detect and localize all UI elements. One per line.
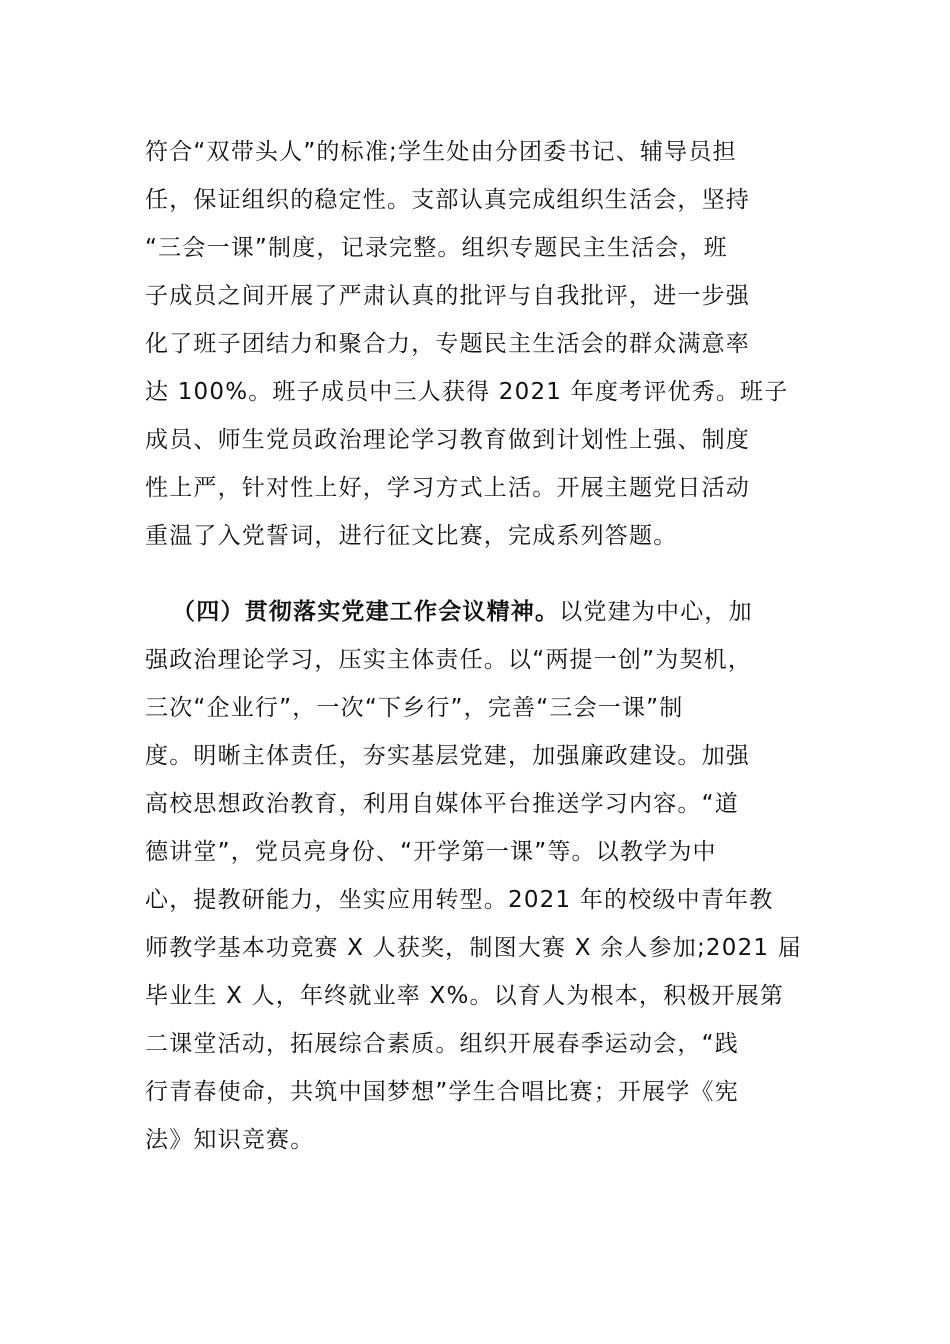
paragraph-line: 子成员之间开展了严肃认真的批评与自我批评，进一步强	[145, 283, 750, 309]
paragraph-line: 毕业生 X 人，年终就业率 X%。以育人为根本，积极开展第	[145, 983, 785, 1009]
paragraph-line: 重温了入党誓词，进行征文比赛，完成系列答题。	[145, 523, 678, 549]
paragraph-line: 师教学基本功竞赛 X 人获奖，制图大赛 X 余人参加;2021 届	[145, 935, 802, 961]
paragraph-line: 法》知识竞赛。	[145, 1127, 315, 1153]
paragraph-line: 二课堂活动，拓展综合素质。组织开展春季运动会，“践	[145, 1031, 739, 1057]
paragraph-line: 任，保证组织的稳定性。支部认真完成组织生活会，坚持	[145, 187, 750, 213]
paragraph-line: 心，提教研能力，坐实应用转型。2021 年的校级中青年教	[145, 887, 774, 913]
paragraph-line: 度。明晰主体责任，夯实基层党建，加强廉政建设。加强	[145, 743, 750, 769]
paragraph-line: 符合“双带头人”的标准;学生处由分团委书记、辅导员担	[145, 139, 737, 165]
paragraph-line: 达 100%。班子成员中三人获得 2021 年度考评优秀。班子	[145, 379, 789, 405]
paragraph-line: 行青春使命，共筑中国梦想”学生合唱比赛；开展学《宪	[145, 1079, 739, 1105]
paragraph-line: 三次“企业行”，一次“下乡行”，完善“三会一课”制	[145, 695, 684, 721]
paragraph-2	[145, 588, 815, 1164]
paragraph-line: 成员、师生党员政治理论学习教育做到计划性上强、制度	[145, 427, 750, 453]
paragraph-line: 德讲堂”，党员亮身份、“开学第一课”等。以教学为中	[145, 839, 717, 865]
section-heading-continuation: 以党建为中心，加	[559, 599, 753, 625]
paragraph-line: “三会一课”制度，记录完整。组织专题民主生活会，班	[145, 235, 728, 261]
section-heading: （四）贯彻落实党建工作会议精神。	[172, 599, 560, 625]
paragraph-first-line	[145, 588, 815, 636]
paragraph-line: 性上严，针对性上好，学习方式上活。开展主题党日活动	[145, 475, 750, 501]
paragraph-line: 化了班子团结力和聚合力，专题民主生活会的群众满意率	[145, 331, 750, 357]
paragraph-1	[145, 128, 815, 560]
paragraph-line: 强政治理论学习，压实主体责任。以“两提一创”为契机，	[145, 647, 753, 673]
paragraph-line: 高校思想政治教育，利用自媒体平台推送学习内容。“道	[145, 791, 739, 817]
